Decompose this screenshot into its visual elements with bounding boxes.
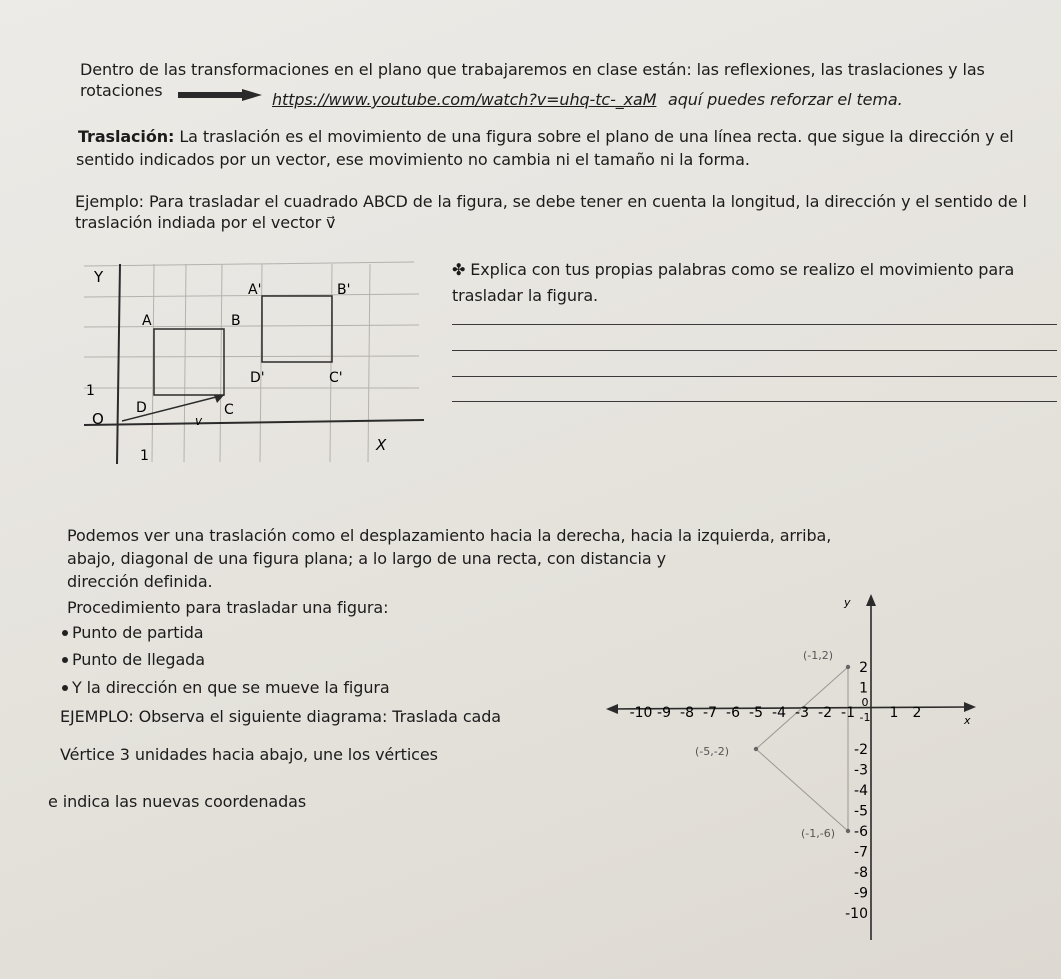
body-line-1: Podemos ver una traslación como el desplazamiento hacia la derecha, hacia la izquierda, arriba, <box>67 526 832 545</box>
plane-x-label: x <box>964 714 971 727</box>
bullet-item-3: Y la dirección en que se mueve la figura <box>72 678 390 697</box>
x-tick-label: -4 <box>772 705 786 721</box>
example-line-1: Ejemplo: Para trasladar el cuadrado ABCD de la figura, se debe tener en cuenta la longitud, la dirección y el sentido de l <box>75 192 1027 211</box>
question-line-2: trasladar la figura. <box>452 286 599 305</box>
square-translated <box>262 296 332 362</box>
y-tick-label: -4 <box>854 783 868 799</box>
coordinate-plane <box>600 588 1000 958</box>
y-tick-label: -2 <box>854 742 868 758</box>
x-tick-label: -1 <box>841 705 855 721</box>
plotted-triangle <box>695 649 850 840</box>
figure-y-axis <box>117 264 120 464</box>
y-axis-up-arrow-icon <box>866 594 876 606</box>
intro-line-2-start: rotaciones <box>80 81 163 100</box>
definition-line-1 <box>78 127 1014 147</box>
triangle-outline <box>756 667 848 831</box>
bullet-icon <box>62 657 68 663</box>
x-axis-right-arrow-icon <box>964 702 976 712</box>
procedure-heading: Procedimiento para trasladar una figura: <box>67 598 389 617</box>
x-tick-label: -2 <box>818 705 832 721</box>
point-label: (-1,-6) <box>800 827 836 840</box>
exercise-line-3: e indica las nuevas coordenadas <box>48 792 307 811</box>
point-marker <box>754 747 758 751</box>
square-abcd <box>154 329 224 395</box>
x-tick-label: -5 <box>749 705 763 721</box>
answer-line-2[interactable] <box>452 350 1057 351</box>
x-axis-left-arrow-icon <box>606 704 618 714</box>
figure-x-label: X <box>376 436 387 454</box>
figure-x-axis <box>84 420 424 425</box>
example-line-2: traslación indiada por el vector v⃗ <box>75 213 336 232</box>
vector-label: v <box>195 414 203 428</box>
y-tick-label: 1 <box>859 680 868 697</box>
point-label: (-5,-2) <box>694 745 730 758</box>
y-tick-label: -1 <box>859 711 871 724</box>
answer-line-4[interactable] <box>452 401 1057 402</box>
question-marker-icon: ✤ <box>452 260 471 279</box>
intro-line-1: Dentro de las transformaciones en el plano que trabajaremos en clase están: las reflexiones, las traslaciones y las <box>80 60 985 79</box>
figure-tick-y: 1 <box>86 383 95 399</box>
y-tick-label: -3 <box>854 762 868 779</box>
x-tick-label: -9 <box>657 705 671 721</box>
point-marker <box>846 829 850 833</box>
answer-line-1[interactable] <box>452 324 1057 325</box>
question-line-1: ✤ Explica con tus propias palabras como se realizo el movimiento para <box>452 260 1015 279</box>
pointer-arrow-icon <box>178 89 262 101</box>
answer-line-3[interactable] <box>452 376 1057 377</box>
exercise-line-1: EJEMPLO: Observa el siguiente diagrama: Traslada cada <box>60 707 501 726</box>
figure-tick-x: 1 <box>140 448 149 464</box>
youtube-link[interactable]: https://www.youtube.com/watch?v=uhq-tc-_xaM <box>272 90 657 109</box>
y-tick-label: -5 <box>854 803 868 820</box>
vertex-a-prime-label: A' <box>248 282 262 298</box>
x-tick-label: -10 <box>629 705 653 721</box>
figure-origin-label: O <box>92 410 104 428</box>
body-line-2: abajo, diagonal de una figura plana; a lo largo de una recta, con distancia y <box>67 549 666 568</box>
x-tick-label: 1 <box>889 705 899 721</box>
y-tick-label: -8 <box>854 865 868 881</box>
definition-text: La traslación es el movimiento de una figura sobre el plano de una línea recta. que sigue la dirección y el <box>179 127 1014 146</box>
vertex-c-label: C <box>224 402 234 418</box>
bullet-icon <box>62 685 68 691</box>
origin-label: 0 <box>861 696 869 709</box>
x-tick-label: 2 <box>912 705 922 721</box>
figure-y-label: Y <box>94 268 104 286</box>
point-label: (-1,2) <box>802 649 834 662</box>
y-tick-label: 2 <box>859 660 868 676</box>
vertex-c-prime-label: C' <box>329 370 343 386</box>
body-line-3: dirección definida. <box>67 572 213 591</box>
x-tick-label: -6 <box>726 705 740 721</box>
vertex-d-prime-label: D' <box>250 370 265 386</box>
definition-term: Traslación: <box>78 127 175 146</box>
vertex-b-label: B <box>231 313 241 329</box>
vertex-b-prime-label: B' <box>337 282 351 298</box>
exercise-line-2: Vértice 3 unidades hacia abajo, une los vértices <box>60 745 438 764</box>
square-translation-figure <box>74 252 434 470</box>
point-marker <box>846 665 850 669</box>
bullet-icon <box>62 630 68 636</box>
plane-tick-labels <box>630 660 922 922</box>
x-tick-label: -7 <box>703 705 717 721</box>
plane-y-label: y <box>844 596 851 609</box>
y-tick-label: -7 <box>854 844 868 861</box>
definition-line-2: sentido indicados por un vector, ese movimiento no cambia ni el tamaño ni la forma. <box>76 150 750 169</box>
bullet-item-2: Punto de llegada <box>72 650 205 669</box>
y-tick-label: -10 <box>845 906 868 922</box>
x-tick-label: -3 <box>795 705 809 721</box>
intro-line-2-end: aquí puedes reforzar el tema. <box>668 90 903 109</box>
vertex-d-label: D <box>136 400 147 416</box>
y-tick-label: -9 <box>854 885 868 902</box>
vector-arrowhead-icon <box>214 395 224 403</box>
x-tick-label: -8 <box>680 705 694 721</box>
bullet-item-1: Punto de partida <box>72 623 204 642</box>
vertex-a-label: A <box>142 313 152 329</box>
y-tick-label: -6 <box>854 824 868 840</box>
